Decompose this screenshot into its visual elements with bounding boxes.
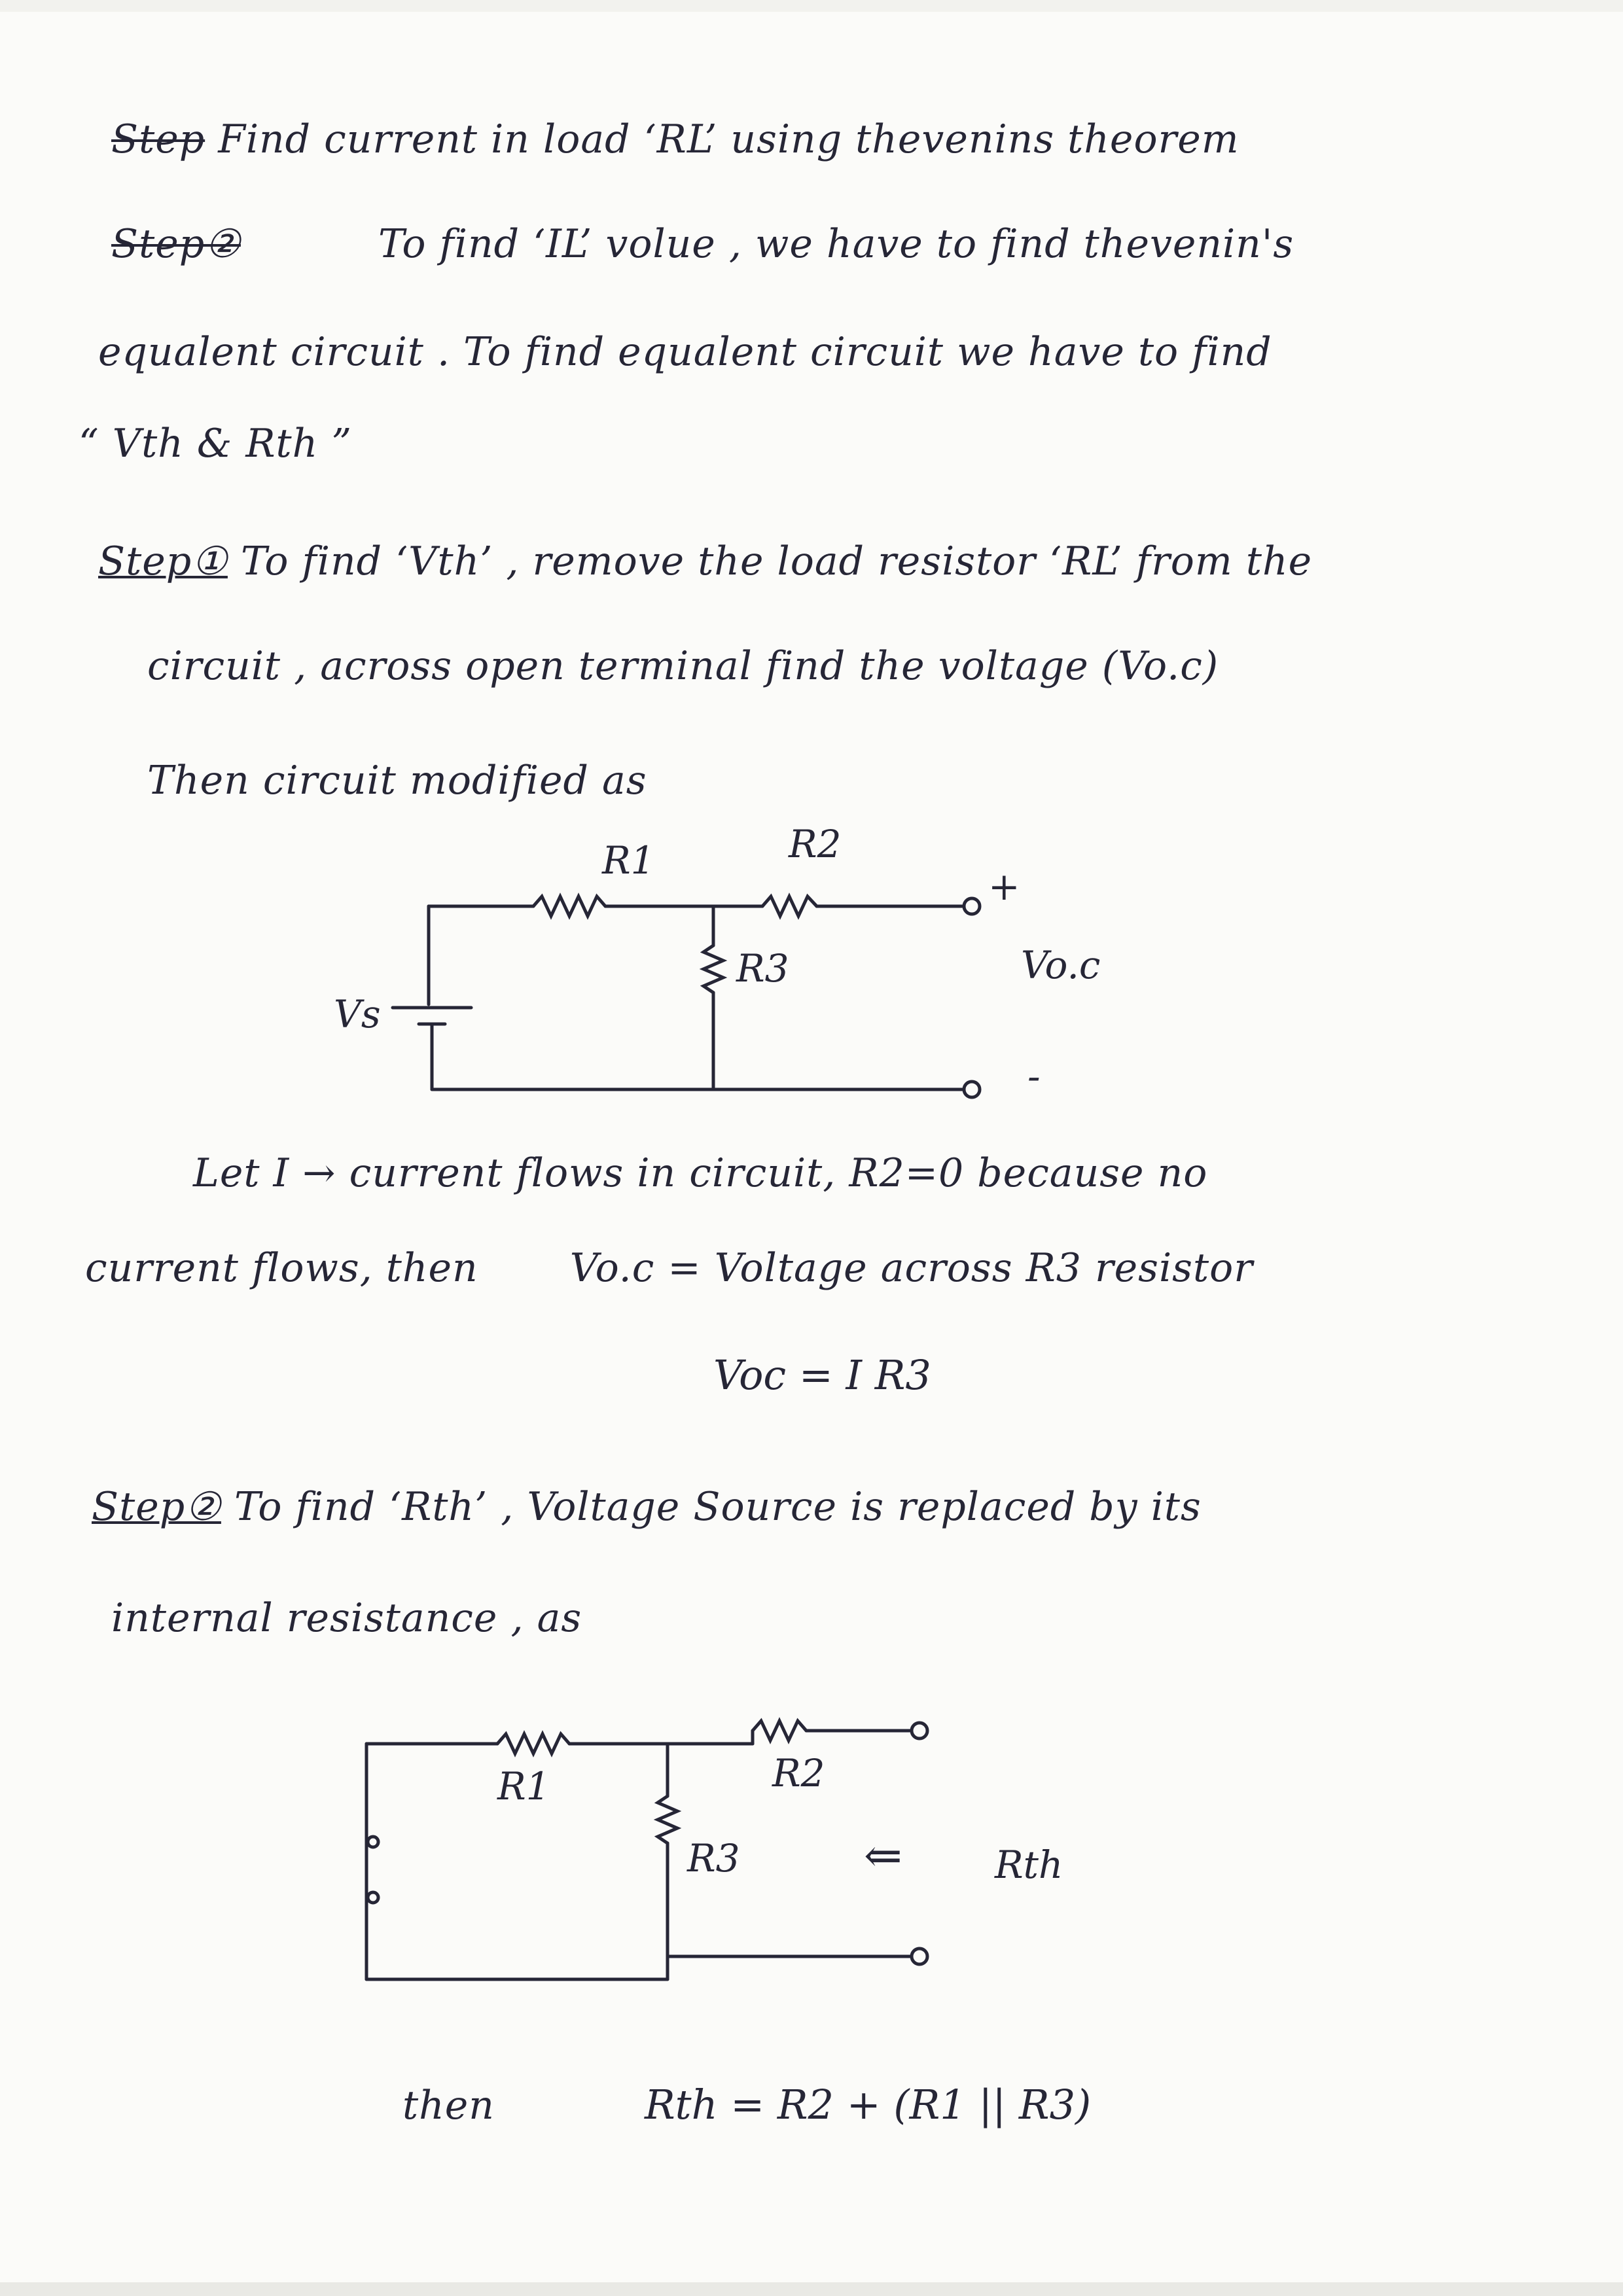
c1-voc-label: Vo.c — [1021, 943, 1101, 987]
struck-word: Step — [111, 116, 205, 162]
rth-terminal-top — [912, 1723, 927, 1739]
rth-equation: Rth = R2 + (R1 || R3) — [645, 2081, 1092, 2128]
rth-line — [402, 2084, 495, 2127]
r3-resistor-2 — [658, 1796, 677, 1843]
intro-line-2: equalent circuit . To find equalent circuit we have to find — [98, 329, 1272, 375]
voc-definition: Vo.c = Voltage across R3 resistor — [569, 1245, 1253, 1291]
step2-text: To find ‘Rth’ , Voltage Source is replaced by its — [234, 1484, 1202, 1530]
page-bottom-edge — [0, 2282, 1623, 2296]
step1-label: Step① — [98, 539, 228, 584]
c2-r1-label: R1 — [497, 1764, 550, 1809]
c1-r3-label: R3 — [736, 946, 789, 991]
r2-resistor-2 — [753, 1721, 806, 1740]
short-node-top — [368, 1837, 378, 1847]
short-node-bottom — [368, 1892, 378, 1903]
r1-resistor-2 — [497, 1734, 569, 1754]
intro-text-1: To find ‘IL’ volue , we have to find thevenin's — [378, 221, 1294, 267]
c2-rth-label: Rth — [995, 1843, 1063, 1887]
step1-line-2: circuit , across open terminal find the voltage (Vo.c) — [147, 643, 1219, 689]
c2-r3-label: R3 — [687, 1836, 740, 1881]
c1-r2-label: R2 — [789, 822, 842, 866]
struck-step: Step② — [111, 221, 241, 267]
title-text: Find current in load ‘RL’ using thevenins theorem — [218, 116, 1240, 162]
c1-minus-label: - — [1027, 1054, 1041, 1099]
intro-line-3: “ Vth & Rth ” — [79, 421, 353, 467]
c1-vs-label: Vs — [334, 992, 381, 1036]
current-line-1: Let I → current flows in circuit, R2=0 because no — [193, 1150, 1208, 1196]
c1-plus-label: + — [988, 864, 1020, 909]
voc-equation: Voc = I R3 — [713, 1351, 931, 1399]
step2-line-2: internal resistance , as — [111, 1595, 582, 1641]
c1-r1-label: R1 — [602, 838, 655, 883]
c2-r2-label: R2 — [772, 1751, 825, 1795]
c2-arrow-icon: ⇐ — [864, 1829, 902, 1882]
then-word: then — [402, 2083, 495, 2128]
modified-line: Then circuit modified as — [147, 758, 647, 804]
rth-terminal-bottom — [912, 1949, 927, 1964]
step2-label: Step② — [92, 1484, 221, 1530]
step1-text: To find ‘Vth’ , remove the load resistor ‘RL’ from the — [241, 539, 1313, 584]
current-text: current flows, then — [85, 1245, 478, 1291]
